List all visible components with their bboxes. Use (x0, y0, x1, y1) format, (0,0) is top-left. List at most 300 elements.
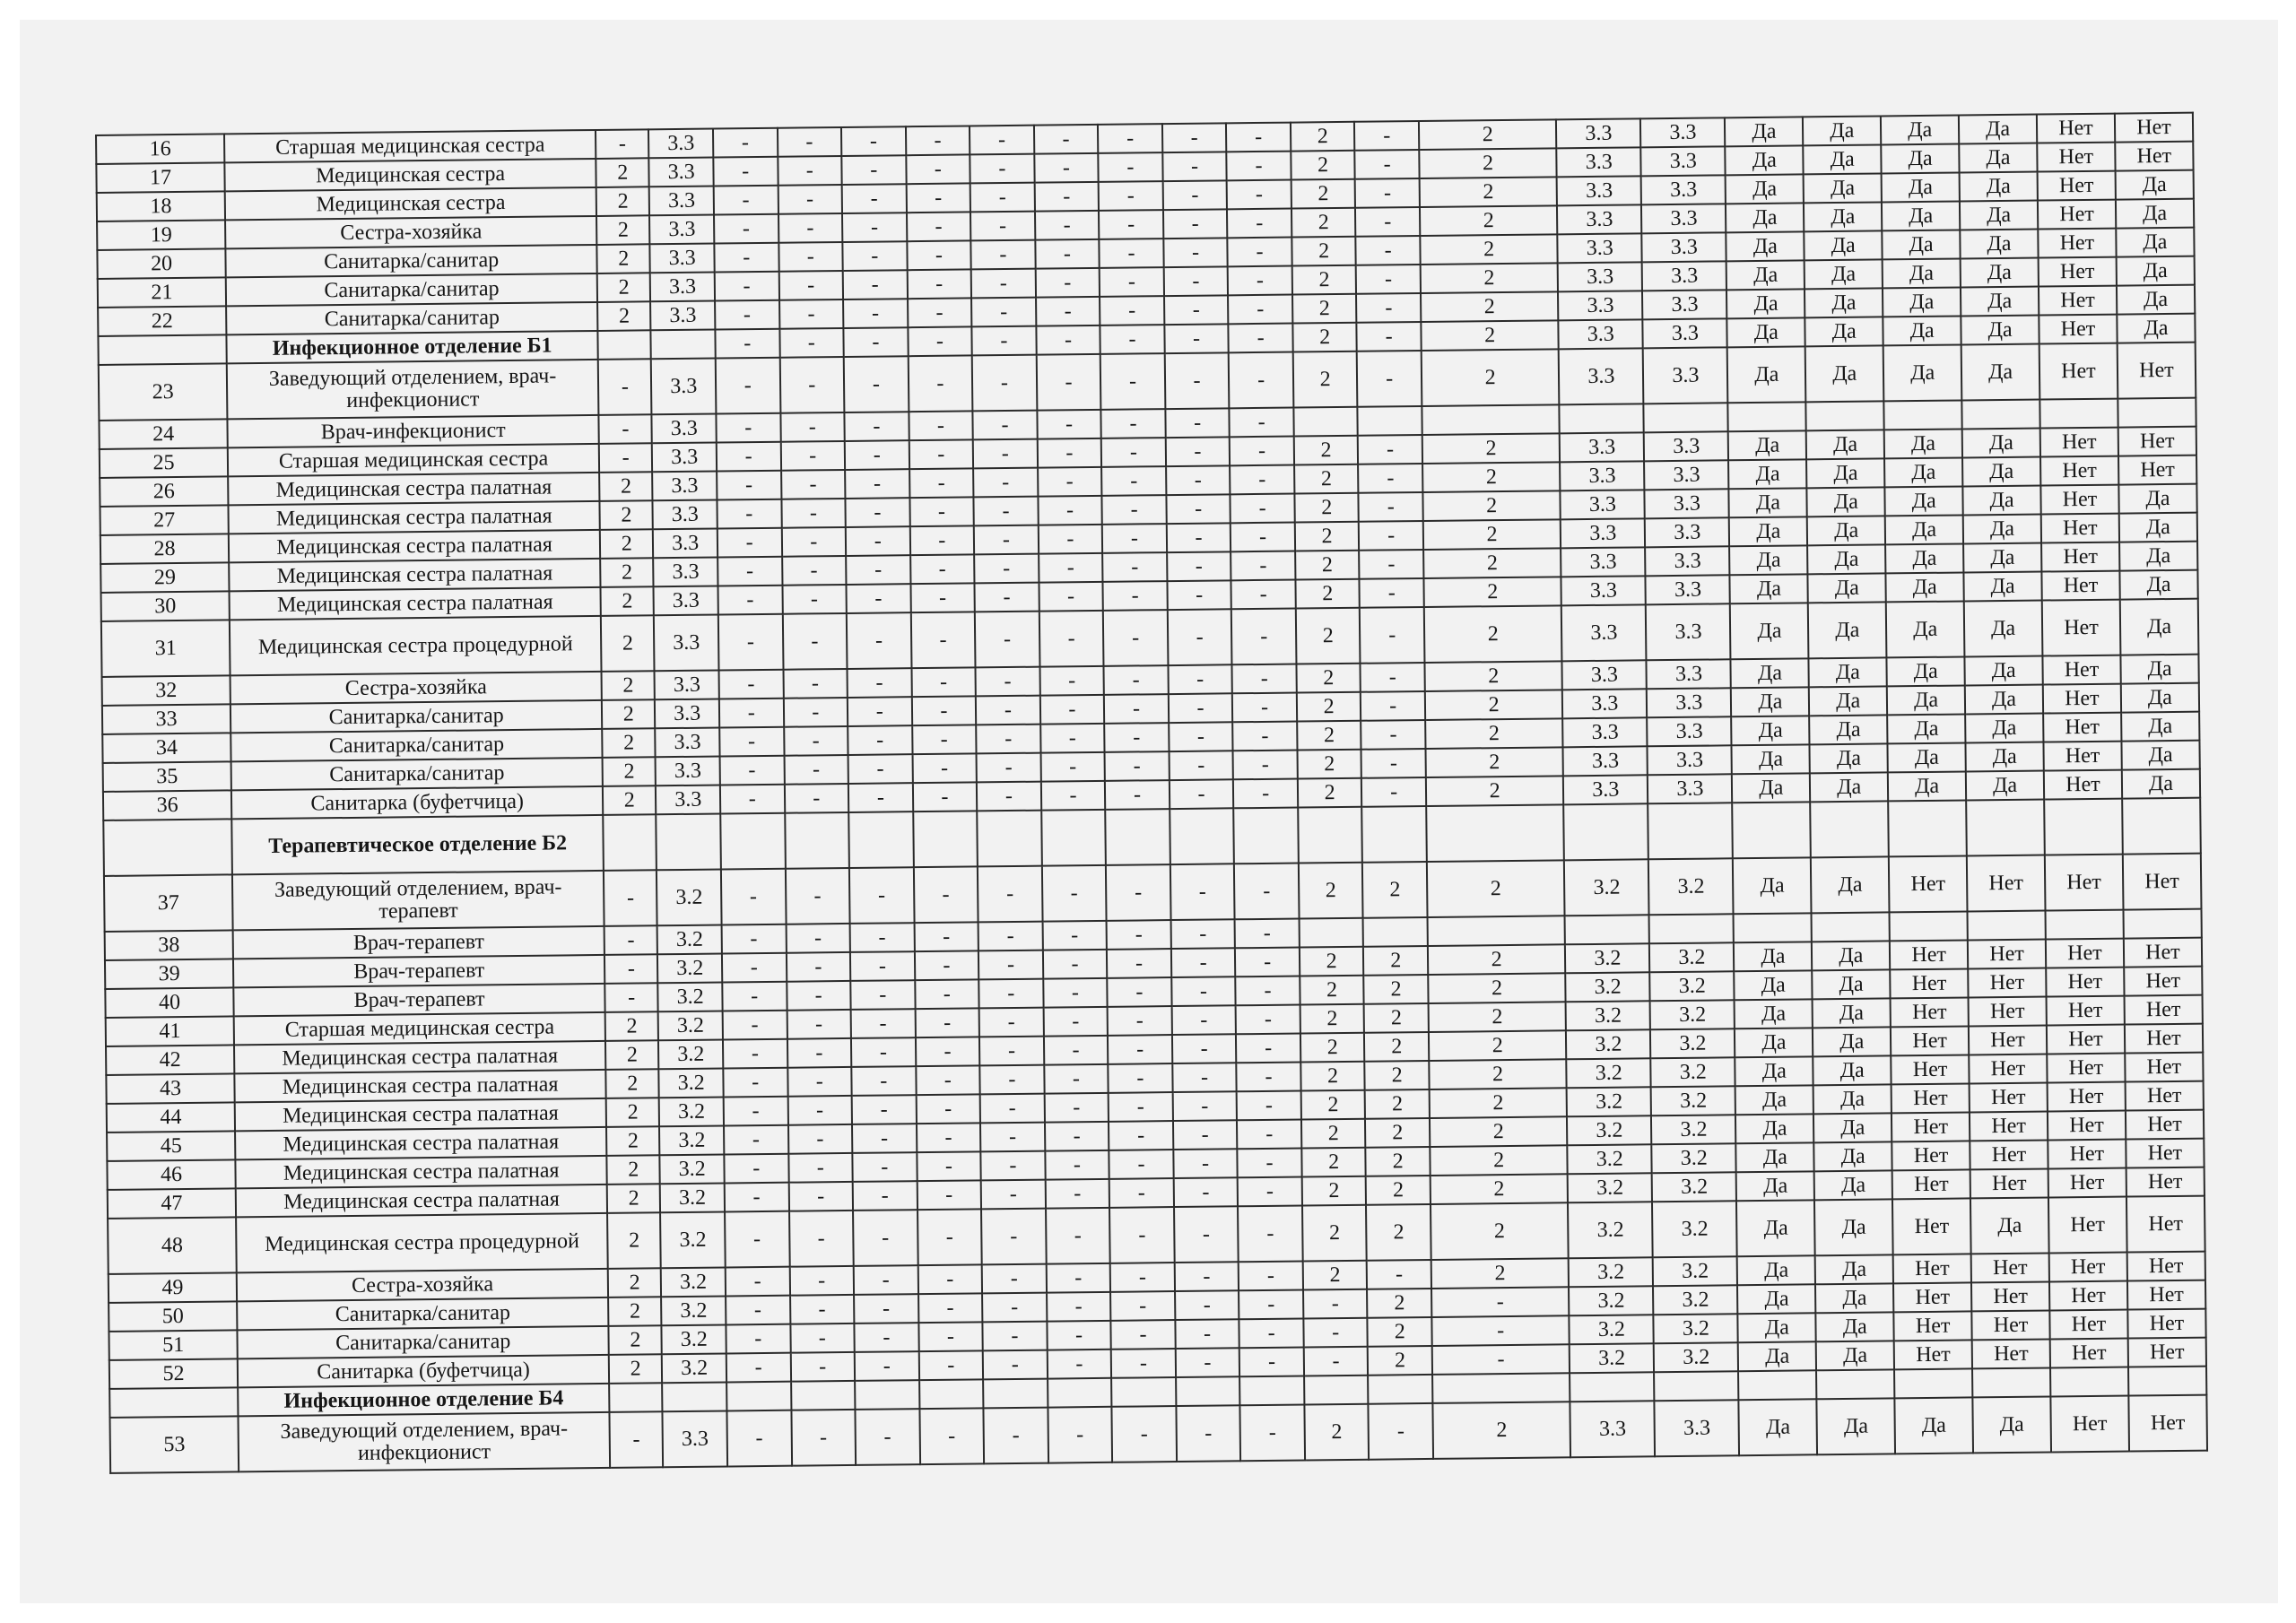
value-cell: Да (1966, 771, 2044, 801)
value-cell: - (912, 782, 977, 812)
value-cell (1363, 917, 1428, 947)
position-name-cell: Врач-терапевт (233, 984, 604, 1016)
value-cell: Да (1726, 260, 1805, 290)
value-cell: Да (1726, 289, 1805, 318)
value-cell: Да (1961, 258, 2039, 288)
value-cell: 3.3 (1645, 517, 1729, 547)
value-cell: - (1034, 182, 1099, 212)
value-cell: - (1107, 977, 1171, 1007)
value-cell: - (1355, 178, 1420, 208)
value-cell (1422, 404, 1560, 435)
value-cell: - (726, 1410, 791, 1467)
value-cell (1564, 803, 1649, 860)
value-cell: - (1359, 521, 1423, 551)
value-cell: 3.3 (1560, 461, 1644, 490)
position-name-cell: Старшая медицинская сестра (224, 130, 596, 162)
value-cell: Нет (2126, 1110, 2204, 1140)
value-cell: Да (1735, 999, 1813, 1028)
value-cell (1733, 802, 1812, 858)
value-cell: - (843, 270, 908, 299)
value-cell: - (979, 1065, 1044, 1095)
value-cell: - (1361, 749, 1426, 778)
value-cell: - (1360, 607, 1424, 664)
value-cell: 3.2 (1566, 1001, 1650, 1030)
value-cell: - (842, 241, 907, 271)
value-cell: - (1163, 266, 1228, 296)
value-cell: - (979, 1008, 1044, 1037)
value-cell: 3.2 (1568, 1144, 1652, 1174)
value-cell: - (604, 925, 658, 955)
value-cell: Да (1809, 715, 1887, 744)
value-cell: - (1111, 1349, 1176, 1378)
value-cell: Нет (1893, 1282, 1971, 1312)
value-cell: Нет (2047, 1054, 2125, 1083)
value-cell: 2 (596, 158, 649, 187)
value-cell: - (849, 867, 914, 924)
value-cell: 2 (1301, 1148, 1366, 1177)
value-cell: - (1103, 581, 1168, 611)
value-cell: Да (1960, 201, 2038, 230)
value-cell: - (974, 497, 1039, 526)
value-cell: - (916, 1037, 980, 1066)
value-cell: Да (1815, 1254, 1893, 1284)
value-cell: 2 (1363, 946, 1428, 976)
value-cell: - (917, 1151, 981, 1181)
value-cell: 2 (1296, 664, 1361, 693)
position-name-cell: Санитарка/санитар (230, 729, 602, 761)
position-name-cell: Медицинская сестра (225, 187, 596, 220)
value-cell: Да (1731, 658, 1809, 688)
value-cell: 2 (1300, 1004, 1364, 1034)
value-cell: 2 (599, 472, 653, 501)
position-name-cell: Санитарка/санитар (226, 273, 597, 306)
value-cell: 3.3 (1563, 746, 1648, 776)
value-cell: - (914, 922, 978, 951)
position-name-cell: Врач-терапевт (233, 926, 604, 959)
value-cell: Нет (2044, 770, 2122, 800)
value-cell (1170, 808, 1234, 864)
value-cell: - (1231, 580, 1296, 610)
value-cell: Да (1962, 457, 2040, 487)
value-cell: - (981, 1209, 1046, 1265)
value-cell: - (907, 212, 971, 241)
value-cell: 3.3 (1561, 547, 1645, 577)
value-cell: Да (1972, 1396, 2051, 1453)
value-cell: - (976, 725, 1040, 754)
value-cell: 2 (603, 757, 657, 786)
value-cell: 3.2 (661, 1267, 726, 1297)
value-cell: - (1170, 779, 1234, 809)
value-cell: Да (1726, 203, 1804, 232)
value-cell: - (980, 1094, 1045, 1124)
position-name-cell: Медицинская сестра палатная (230, 587, 601, 620)
value-cell (1806, 401, 1884, 430)
value-cell: Да (1804, 173, 1882, 203)
value-cell: - (1103, 610, 1168, 666)
value-cell: - (781, 499, 846, 528)
value-cell: - (1237, 1091, 1301, 1121)
value-cell: Да (1885, 515, 1963, 544)
position-name-cell: Санитарка/санитар (226, 302, 597, 334)
value-cell: - (971, 298, 1036, 327)
value-cell: Да (1807, 544, 1885, 574)
value-cell: - (715, 329, 779, 359)
value-cell: Да (1739, 1399, 1818, 1455)
value-cell: 3.2 (1651, 1115, 1735, 1144)
value-cell (657, 814, 721, 871)
row-number-cell: 48 (108, 1217, 237, 1274)
value-cell: Да (1728, 430, 1806, 460)
value-cell: Да (1883, 317, 1961, 346)
value-cell: - (982, 1264, 1047, 1294)
value-cell: 3.2 (1650, 971, 1735, 1001)
value-cell: - (1431, 1315, 1570, 1346)
value-cell (1239, 1376, 1304, 1405)
value-cell: - (604, 983, 658, 1012)
value-cell: Нет (1971, 1253, 2049, 1282)
value-cell: - (1229, 352, 1293, 409)
value-cell: 2 (1425, 718, 1563, 749)
value-cell: Да (1809, 686, 1887, 716)
value-cell: - (853, 1210, 918, 1266)
value-cell: - (1233, 722, 1298, 751)
value-cell: - (1164, 295, 1229, 325)
value-cell: - (1231, 609, 1296, 665)
value-cell: 3.2 (1567, 1058, 1651, 1088)
value-cell (598, 330, 652, 360)
value-cell: 2 (1420, 234, 1558, 265)
value-cell: 2 (1292, 294, 1357, 324)
value-cell: - (1166, 437, 1231, 466)
value-cell (1041, 810, 1106, 866)
value-cell: - (982, 1293, 1047, 1323)
value-cell: - (1036, 297, 1100, 326)
value-cell: - (1171, 948, 1236, 977)
value-cell: Нет (2049, 1253, 2127, 1282)
value-cell: 3.3 (653, 472, 718, 501)
value-cell: Да (2121, 683, 2199, 713)
value-cell: 2 (1294, 493, 1359, 523)
position-name-cell: Медицинская сестра палатная (229, 530, 600, 562)
value-cell: 3.3 (1643, 318, 1727, 348)
value-cell: Нет (1892, 1112, 1970, 1141)
value-cell: 2 (1300, 1062, 1365, 1091)
value-cell: - (1110, 1291, 1175, 1321)
value-cell: Да (1813, 1027, 1891, 1056)
value-cell: - (714, 243, 778, 273)
position-name-cell: Старшая медицинская сестра (234, 1012, 605, 1045)
value-cell: Нет (1891, 1026, 1969, 1055)
value-cell: Нет (1970, 1083, 2048, 1113)
value-cell: Нет (1969, 997, 2047, 1027)
value-cell: Да (2120, 655, 2198, 684)
value-cell: - (1238, 1177, 1302, 1207)
value-cell: Да (1732, 716, 1810, 745)
value-cell: - (719, 727, 784, 757)
row-number-cell: 37 (104, 874, 233, 932)
value-cell: Да (1813, 1113, 1892, 1142)
value-cell: 2 (1365, 1089, 1430, 1119)
value-cell: - (1174, 1262, 1239, 1291)
value-cell: Да (1886, 572, 1964, 602)
value-cell: - (854, 1323, 918, 1352)
value-cell: - (1162, 152, 1227, 181)
value-cell: - (1045, 1122, 1109, 1151)
value-cell: Да (2115, 170, 2193, 200)
value-cell: - (725, 1211, 789, 1268)
value-cell: Да (1726, 231, 1805, 261)
value-cell: 3.3 (1558, 291, 1642, 320)
value-cell: - (1170, 864, 1235, 920)
value-cell: - (1109, 1178, 1174, 1208)
value-cell: - (1108, 1006, 1172, 1036)
value-cell: Нет (2042, 600, 2121, 656)
value-cell (1293, 407, 1358, 437)
value-cell: Нет (2049, 1281, 2127, 1311)
value-cell: - (1169, 722, 1233, 751)
value-cell: Да (1970, 1198, 2049, 1254)
value-cell (983, 1379, 1048, 1409)
value-cell: 3.3 (1641, 175, 1726, 204)
value-cell: Да (2116, 228, 2194, 257)
value-cell: 2 (1425, 690, 1563, 720)
value-cell: Да (1884, 429, 1962, 458)
value-cell: Да (2117, 285, 2195, 315)
value-cell: Да (1885, 486, 1963, 516)
value-cell: - (1238, 1206, 1302, 1263)
value-cell: - (783, 669, 848, 699)
value-cell: 3.3 (654, 586, 718, 616)
position-name-cell: Медицинская сестра процедурной (236, 1213, 608, 1272)
value-cell: - (1228, 295, 1292, 325)
value-cell: - (781, 527, 846, 557)
value-cell: 3.3 (650, 244, 715, 273)
value-cell: - (1239, 1290, 1303, 1320)
row-number-cell (103, 819, 232, 876)
value-cell: 3.2 (659, 1068, 724, 1098)
value-cell (603, 814, 657, 871)
row-number-cell: 32 (102, 675, 230, 706)
value-cell: - (1098, 124, 1162, 153)
value-cell: - (1100, 325, 1165, 354)
value-cell: 2 (1431, 1174, 1569, 1204)
value-cell: - (914, 866, 978, 923)
value-cell: - (972, 355, 1037, 412)
value-cell: Нет (1890, 940, 1968, 969)
value-cell: Нет (2041, 514, 2119, 543)
value-cell: - (846, 526, 910, 556)
value-cell: - (718, 670, 783, 699)
value-cell: 2 (1420, 177, 1558, 207)
value-cell: - (843, 299, 908, 328)
value-cell: 2 (1364, 1003, 1429, 1033)
value-cell: - (725, 1183, 789, 1212)
value-cell: Да (1810, 743, 1888, 773)
value-cell: 3.3 (1646, 603, 1731, 660)
value-cell: 2 (600, 529, 654, 559)
value-cell: - (855, 1409, 919, 1465)
value-cell: - (778, 213, 843, 243)
value-cell: 3.3 (1557, 204, 1641, 234)
value-cell: - (788, 1124, 853, 1154)
value-cell: - (1047, 1321, 1111, 1350)
value-cell: - (1040, 752, 1105, 782)
section-title: Инфекционное отделение Б1 (227, 331, 598, 363)
value-cell: - (853, 1181, 918, 1211)
value-cell: Да (1729, 545, 1807, 575)
value-cell: - (918, 1322, 983, 1351)
value-cell: Нет (2048, 1168, 2126, 1198)
value-cell: Нет (2118, 343, 2196, 399)
row-number-cell: 22 (98, 306, 226, 336)
value-cell: - (1039, 582, 1103, 612)
value-cell: Да (2117, 314, 2195, 343)
value-cell: 2 (1298, 778, 1362, 808)
value-cell (720, 813, 785, 870)
value-cell: - (1354, 121, 1419, 151)
value-cell: - (717, 471, 781, 500)
value-cell: - (724, 1097, 788, 1126)
value-cell: - (1046, 1208, 1110, 1264)
value-cell (1734, 913, 1812, 942)
value-cell: - (909, 468, 974, 498)
value-cell: - (1044, 1064, 1109, 1094)
value-cell: Да (1812, 941, 1890, 970)
value-cell: 2 (1304, 1404, 1369, 1461)
value-cell: Да (1806, 458, 1884, 488)
value-cell: 2 (1421, 320, 1559, 351)
value-cell: - (1176, 1348, 1240, 1377)
value-cell: - (912, 725, 977, 754)
value-cell: - (1227, 209, 1292, 239)
value-cell: - (1045, 1179, 1109, 1209)
value-cell: - (981, 1180, 1046, 1210)
value-cell: Да (1887, 714, 1965, 743)
position-name-cell: Сестра-хозяйка (237, 1269, 608, 1301)
row-number-cell: 35 (103, 761, 231, 792)
row-number-cell: 45 (107, 1131, 235, 1161)
value-cell: - (1358, 464, 1422, 493)
value-cell: Нет (2040, 485, 2118, 515)
value-cell: - (1361, 663, 1425, 692)
value-cell: - (1176, 1405, 1240, 1462)
value-cell: - (852, 1095, 917, 1124)
value-cell: - (604, 954, 658, 984)
value-cell: - (788, 1153, 853, 1183)
value-cell: Нет (2041, 571, 2119, 601)
value-cell: 3.2 (1651, 1057, 1735, 1087)
value-cell: - (1231, 523, 1295, 552)
value-cell (1816, 1369, 1894, 1399)
value-cell: - (906, 126, 970, 155)
value-cell: Да (1735, 970, 1813, 1000)
value-cell: 3.2 (1652, 1172, 1736, 1202)
value-cell: - (1109, 1121, 1173, 1150)
value-cell: - (1175, 1290, 1239, 1320)
value-cell: Нет (2039, 286, 2117, 316)
value-cell: 3.3 (654, 615, 718, 672)
value-cell: 3.2 (1566, 1029, 1650, 1059)
value-cell: - (848, 754, 913, 784)
value-cell: 3.3 (653, 500, 718, 530)
value-cell: - (909, 525, 974, 555)
value-cell: Нет (2045, 855, 2124, 911)
value-cell: - (918, 1293, 983, 1323)
value-cell (1890, 911, 1968, 941)
value-cell: Да (1966, 742, 2044, 772)
value-cell: Да (1961, 287, 2039, 317)
value-cell: - (1168, 609, 1232, 665)
value-cell: Да (2121, 712, 2199, 742)
value-cell: Нет (2126, 1252, 2205, 1281)
value-cell: - (723, 1011, 787, 1040)
value-cell (1565, 915, 1649, 944)
value-cell: - (1227, 180, 1292, 210)
value-cell: - (909, 411, 973, 440)
value-cell: 3.2 (1653, 1256, 1737, 1286)
value-cell: - (790, 1352, 855, 1382)
value-cell: - (1038, 496, 1102, 525)
section-title: Инфекционное отделение Б4 (238, 1384, 609, 1416)
value-cell: - (846, 555, 910, 585)
value-cell: - (715, 272, 779, 301)
value-cell: - (719, 699, 784, 728)
value-cell: - (1040, 695, 1105, 725)
value-cell: 3.3 (1560, 432, 1644, 462)
value-cell: Нет (2041, 542, 2119, 572)
value-cell: Нет (1971, 1310, 2049, 1340)
value-cell: 2 (1300, 947, 1364, 976)
value-cell (1972, 1367, 2050, 1397)
value-cell: Да (1805, 230, 1883, 260)
value-cell: 2 (1368, 1317, 1432, 1347)
value-cell: 3.2 (1652, 1201, 1737, 1257)
value-cell: - (1303, 1318, 1368, 1348)
value-cell: Да (1960, 172, 2038, 202)
value-cell: 3.2 (1564, 859, 1649, 916)
value-cell: - (973, 468, 1038, 498)
value-cell: Нет (2048, 1197, 2127, 1254)
value-cell: - (1038, 467, 1102, 497)
value-cell: Нет (2118, 456, 2196, 485)
value-cell: - (1361, 691, 1425, 721)
value-cell: - (1104, 723, 1169, 752)
value-cell: - (782, 585, 847, 614)
value-cell: - (1099, 152, 1163, 182)
value-cell: Нет (1894, 1340, 1972, 1369)
value-cell: Нет (1969, 1026, 2047, 1055)
row-number-cell: 40 (105, 987, 233, 1018)
value-cell (2123, 909, 2201, 939)
value-cell: - (1102, 552, 1167, 582)
value-cell: Нет (2046, 968, 2124, 997)
value-cell: 2 (596, 215, 650, 245)
value-cell: - (1431, 1287, 1570, 1317)
value-cell: - (718, 557, 782, 586)
value-cell: - (1174, 1206, 1239, 1263)
value-cell: Да (1964, 601, 2043, 657)
value-cell: Нет (1892, 1083, 1970, 1113)
value-cell: - (779, 357, 844, 413)
value-cell (1654, 1371, 1738, 1401)
value-cell: Да (1813, 1055, 1892, 1085)
value-cell: - (779, 299, 844, 329)
value-cell: 3.2 (1570, 1315, 1654, 1344)
staff-conditions-table (95, 112, 2208, 1474)
value-cell: 3.3 (1556, 118, 1640, 148)
value-cell: - (1239, 1347, 1304, 1376)
value-cell (1368, 1375, 1432, 1404)
